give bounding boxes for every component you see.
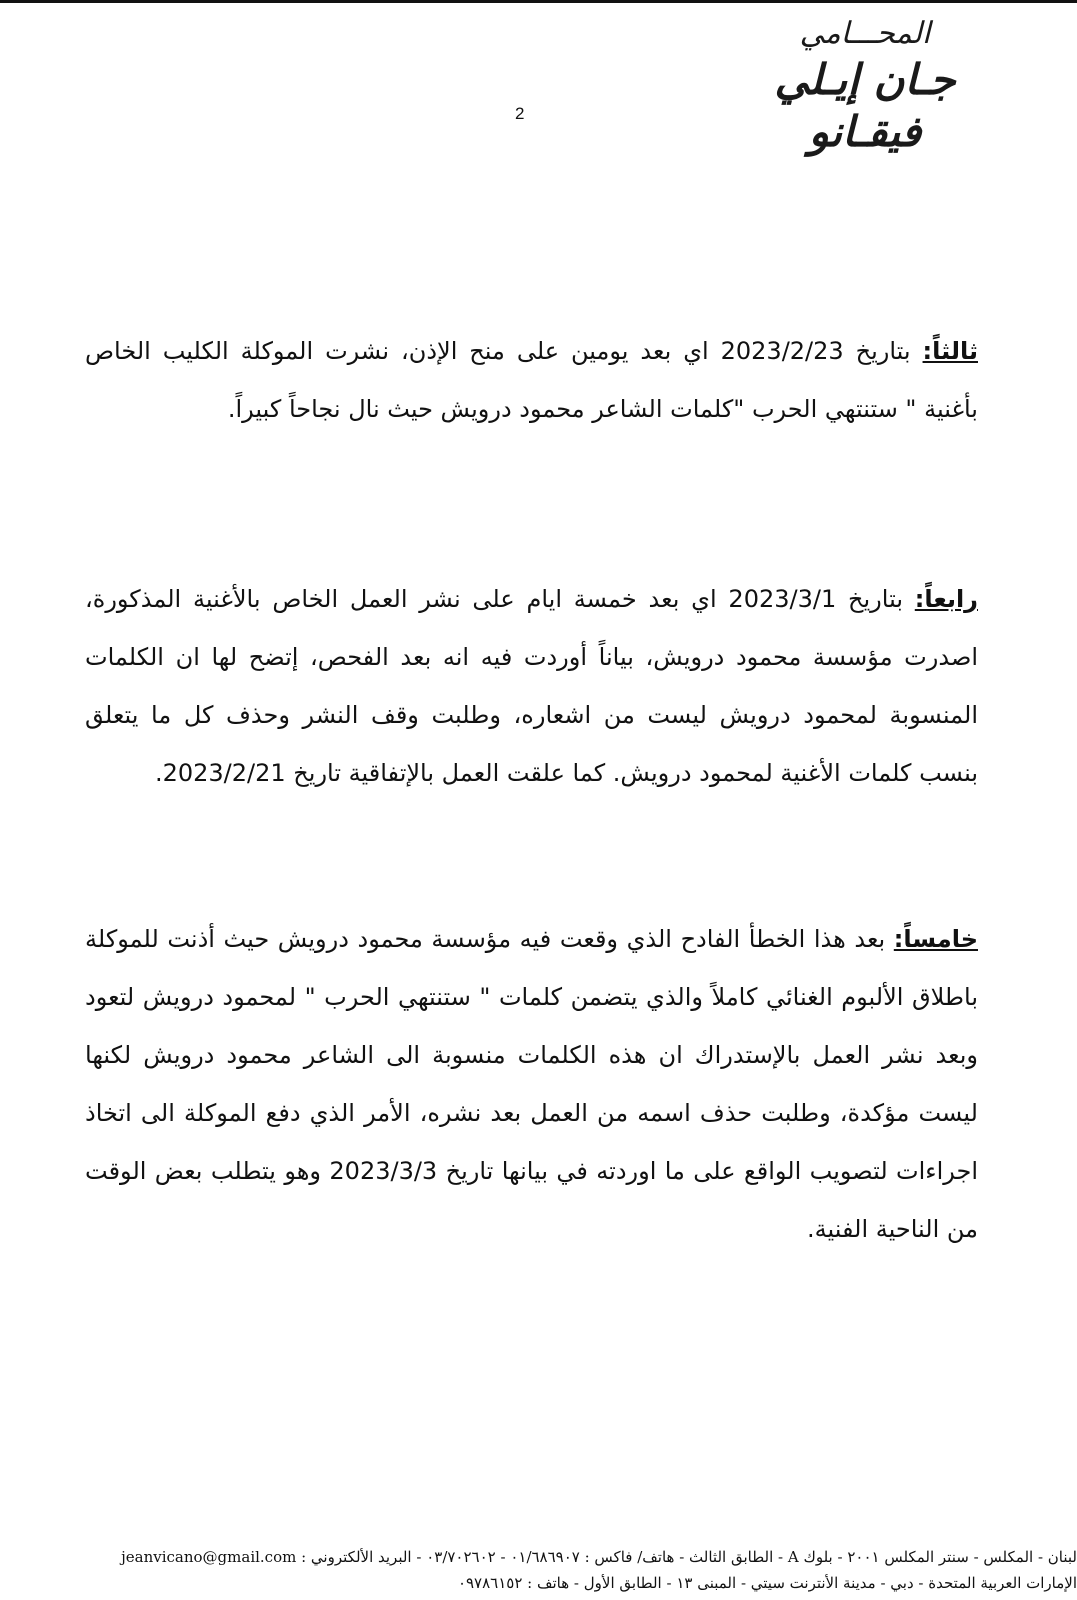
- page-number: 2: [515, 104, 525, 123]
- letterhead: [715, 14, 1015, 158]
- letterhead-title: المحـــامي: [799, 16, 931, 51]
- letterhead-name: جـان إيـلي فيقـانو: [774, 55, 956, 156]
- section-fourth: [85, 570, 978, 802]
- footer-contact: [0, 1544, 1077, 1596]
- section-body: بعد هذا الخطأ الفادح الذي وقعت فيه مؤسسة محمود درويش حيث أذنت للموكلة باطلاق الألبوم الغنائي كاملاً والذي يتضمن كلمات " ستنتهي الحرب " لمحمود درويش لتعود وبعد نشر العمل بالإستدراك ان هذه الكلمات منسوبة الى الشاعر محمود درويش لكنها ليست مؤكدة، وطلبت حذف اسمه من العمل بعد نشره، الأمر الذي دفع الموكلة الى اتخاذ اجراءات لتصويب الواقع على ما اوردته في بيانها تاريخ 2023/3/3 وهو يتطلب بعض الوقت من الناحية الفنية.: [85, 925, 979, 1243]
- section-heading: ثالثاً:: [922, 337, 978, 365]
- section-heading: رابعاً:: [914, 585, 978, 613]
- section-body: بتاريخ 2023/2/23 اي بعد يومين على منح الإذن، نشرت الموكلة الكليب الخاص بأغنية " ستنتهي الحرب "كلمات الشاعر محمود درويش حيث نال نجاحاً كبيراً.: [85, 337, 978, 423]
- top-border: [0, 0, 1077, 3]
- section-third: [85, 322, 978, 438]
- section-body: بتاريخ 2023/3/1 اي بعد خمسة ايام على نشر العمل الخاص بالأغنية المذكورة، اصدرت مؤسسة محمود درويش، بياناً أوردت فيه انه بعد الفحص، إتضح لها ان الكلمات المنسوبة لمحمود درويش ليست من اشعاره، وطلبت وقف النشر وحذف كل ما يتعلق بنسب كلمات الأغنية لمحمود درويش. كما علقت العمل بالإتفاقية تاريخ 2023/2/21.: [85, 585, 978, 787]
- footer-line-uae: الإمارات العربية المتحدة - دبي - مدينة الأنترنت سيتي - المبنى ١٣ - الطابق الأول - هاتف : ٠٩٧٨٦١٥٢: [457, 1574, 1077, 1592]
- section-fifth: [85, 910, 978, 1258]
- footer-line-lebanon: لبنان - المكلس - سنتر المكلس ٢٠٠١ - بلوك A - الطابق الثالث - هاتف/ فاكس : ٠١/٦٨٦٩٠٧ - ٠٣/٧٠٢٦٠٢ - البريد الألكتروني : jeanvicano@gmail.com: [121, 1548, 1077, 1566]
- section-heading: خامساً:: [893, 925, 978, 953]
